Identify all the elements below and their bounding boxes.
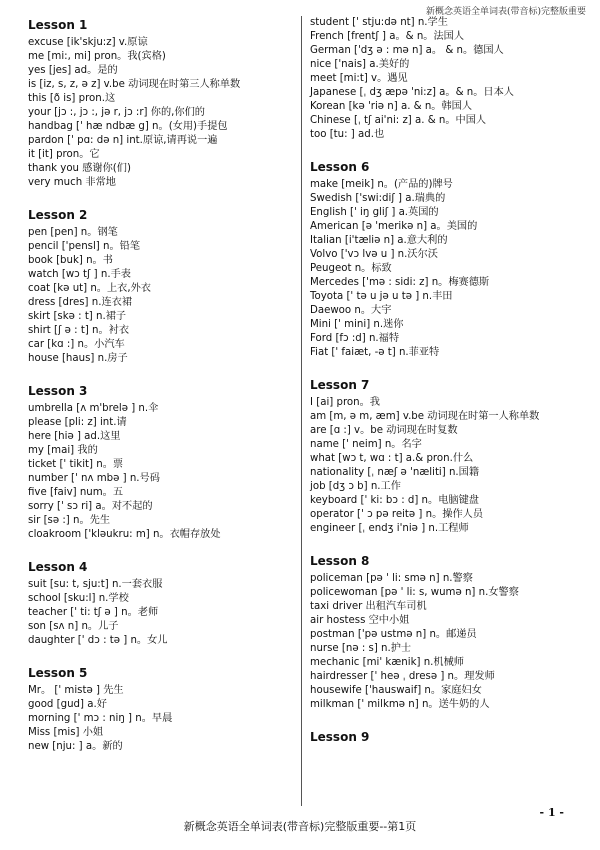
vocab-entry: excuse [ik'skju:z] v.原谅: [28, 37, 148, 48]
vocab-entry: Korean [kə 'riə n] a. & n。韩国人: [310, 101, 473, 112]
lesson-title: Lesson 6: [310, 160, 370, 174]
page-header: 新概念英语全单词表(带音标)完整版重要: [425, 7, 586, 17]
lesson-section: [28, 208, 304, 366]
vocab-entry: it [it] pron。它: [28, 149, 100, 160]
vocab-entry: nice ['nais] a.美好的: [310, 59, 410, 70]
lesson-section: [310, 554, 586, 712]
lesson-title: Lesson 3: [28, 384, 88, 398]
lesson-section: [310, 160, 586, 360]
vocab-entry: thank you 感谢你(们): [28, 163, 131, 174]
vocab-entry: shirt [ʃ ə : t] n。衬衣: [28, 325, 130, 336]
vocab-entry: umbrella [ʌ m'brelə ] n.伞: [28, 403, 159, 414]
vocab-entry: too [tu: ] ad.也: [310, 129, 385, 140]
vocab-entry: Chinese [ˌ tʃ ai'ni: z] a. & n。中国人: [310, 115, 487, 126]
vocab-entry: American [ə 'merikə n] a。美国的: [310, 221, 478, 232]
lesson-section: [28, 18, 304, 190]
page-footer: 新概念英语全单词表(带音标)完整版重要--第1页: [183, 820, 417, 833]
vocab-entry: very much 非常地: [28, 177, 116, 188]
vocab-entry: me [mi:, mi] pron。我(宾格): [28, 51, 166, 62]
vocab-entry: mechanic [mi' kænik] n.机械师: [310, 657, 464, 668]
column-divider: [301, 16, 302, 806]
vocab-entry: policewoman [pə ' li: s, wumə n] n.女警察: [310, 587, 519, 598]
vocab-entry: here [hiə ] ad.这里: [28, 431, 121, 442]
vocab-entry: keyboard [' ki: bɔ : d] n。电脑键盘: [310, 495, 479, 506]
vocab-entry: pen [pen] n。钢笔: [28, 227, 118, 238]
lesson-section: [28, 560, 304, 648]
vocab-entry: your [jɔ :, jɔ :, jə r, jɔ :r] 你的,你们的: [28, 107, 205, 118]
vocab-entry: car [kɑ :] n。小汽车: [28, 339, 125, 350]
vocab-entry: meet [mi:t] v。遇见: [310, 73, 408, 84]
vocab-entry: Mercedes ['mə : sidi: z] n。梅赛德斯: [310, 277, 490, 288]
vocab-entry: is [iz, s, z, ə z] v.be 动词现在时第三人称单数: [28, 79, 241, 90]
page-number: - 1 -: [539, 806, 564, 819]
vocab-entry: taxi driver 出租汽车司机: [310, 601, 427, 612]
lesson-section: [310, 16, 586, 142]
vocab-entry: yes [jes] ad。是的: [28, 65, 118, 76]
vocab-entry: Italian [i'tæliə n] a.意大利的: [310, 235, 448, 246]
right-column: [310, 16, 586, 763]
lesson-title: Lesson 9: [310, 730, 370, 744]
vocab-entry: book [buk] n。书: [28, 255, 113, 266]
vocab-entry: good [gud] a.好: [28, 699, 107, 710]
vocab-entry: air hostess 空中小姐: [310, 615, 410, 626]
lesson-title: Lesson 2: [28, 208, 88, 222]
vocab-entry: this [ð is] pron.这: [28, 93, 116, 104]
vocab-entry: are [ɑ :] v。be 动词现在时复数: [310, 425, 458, 436]
lesson-section: [310, 730, 586, 745]
vocab-entry: new [nju: ] a。新的: [28, 741, 123, 752]
lesson-title: Lesson 1: [28, 18, 88, 32]
vocab-entry: Volvo ['vɔ lvə u ] n.沃尔沃: [310, 249, 438, 260]
vocab-entry: Swedish ['swi:diʃ ] a.瑞典的: [310, 193, 446, 204]
vocab-entry: postman ['pə ustmə n] n。邮递员: [310, 629, 477, 640]
vocab-entry: cloakroom ['kləukru: m] n。衣帽存放处: [28, 529, 221, 540]
vocab-entry: nurse [nə : s] n.护士: [310, 643, 412, 654]
vocab-entry: job [dʒ ɔ b] n.工作: [310, 481, 401, 492]
vocab-entry: coat [kə ut] n。上衣,外衣: [28, 283, 151, 294]
vocab-entry: I [ai] pron。我: [310, 397, 380, 408]
vocab-entry: school [sku:l] n.学校: [28, 593, 129, 604]
vocab-entry: five [faiv] num。五: [28, 487, 124, 498]
vocab-entry: hairdresser [' heə ˌ dresə ] n。理发师: [310, 671, 495, 682]
vocab-entry: number [' nʌ mbə ] n.号码: [28, 473, 160, 484]
vocab-entry: milkman [' milkmə n] n。送牛奶的人: [310, 699, 490, 710]
vocab-entry: Toyota [' tə u jə u tə ] n.丰田: [310, 291, 453, 302]
vocab-entry: house [haus] n.房子: [28, 353, 128, 364]
lesson-title: Lesson 8: [310, 554, 370, 568]
vocab-entry: nationality [ˌ næʃ ə 'næliti] n.国籍: [310, 467, 480, 478]
vocab-entry: handbag [' hæ ndbæ g] n。(女用)手提包: [28, 121, 228, 132]
vocab-entry: am [m, ə m, æm] v.be 动词现在时第一人称单数: [310, 411, 540, 422]
vocab-entry: watch [wɔ tʃ ] n.手表: [28, 269, 131, 280]
vocab-entry: English [' iŋ gliʃ ] a.英国的: [310, 207, 439, 218]
vocab-entry: Japanese [ˌ dʒ æpə 'ni:z] a。& n。日本人: [310, 87, 514, 98]
vocab-entry: Peugeot n。标致: [310, 263, 392, 274]
vocab-entry: Ford [fɔ :d] n.福特: [310, 333, 400, 344]
left-column: [28, 16, 304, 772]
vocab-entry: morning [' mɔ : niŋ ] n。早晨: [28, 713, 173, 724]
vocab-entry: ticket [' tikit] n。票: [28, 459, 124, 470]
lesson-title: Lesson 7: [310, 378, 370, 392]
vocab-entry: Mini [' mini] n.迷你: [310, 319, 404, 330]
vocab-entry: dress [dres] n.连衣裙: [28, 297, 133, 308]
vocab-entry: Fiat [' faiæt, -ə t] n.菲亚特: [310, 347, 440, 358]
vocab-entry: engineer [ˌ endʒ i'niə ] n.工程师: [310, 523, 469, 534]
vocab-entry: sir [sə :] n。先生: [28, 515, 111, 526]
vocab-entry: pencil ['pensl] n。铅笔: [28, 241, 141, 252]
vocab-entry: German ['dʒ ə : mə n] a。 & n。德国人: [310, 45, 504, 56]
vocab-entry: student [' stju:də nt] n.学生: [310, 17, 448, 28]
vocab-entry: skirt [skə : t] n.裙子: [28, 311, 127, 322]
lesson-section: [28, 666, 304, 754]
vocab-entry: daughter [' dɔ : tə ] n。女儿: [28, 635, 168, 646]
vocab-entry: Mr。 [' mistə ] 先生: [28, 685, 124, 696]
vocab-entry: please [pli: z] int.请: [28, 417, 127, 428]
vocab-entry: suit [su: t, sju:t] n.一套衣服: [28, 579, 163, 590]
vocab-entry: operator [' ɔ pə reitə ] n。操作人员: [310, 509, 484, 520]
vocab-entry: policeman [pə ' li: smə n] n.警察: [310, 573, 473, 584]
vocab-entry: Daewoo n。大宇: [310, 305, 392, 316]
vocab-entry: French [frentʃ ] a。& n。法国人: [310, 31, 465, 42]
lesson-title: Lesson 5: [28, 666, 88, 680]
vocab-entry: make [meik] n。(产品的)牌号: [310, 179, 453, 190]
lesson-title: Lesson 4: [28, 560, 88, 574]
lesson-section: [28, 384, 304, 542]
lesson-section: [310, 378, 586, 536]
vocab-entry: my [mai] 我的: [28, 445, 98, 456]
vocab-entry: name [' neim] n。名字: [310, 439, 422, 450]
vocab-entry: pardon [' pɑ: də n] int.原谅,请再说一遍: [28, 135, 218, 146]
vocab-entry: teacher [' ti: tʃ ə ] n。老师: [28, 607, 159, 618]
vocab-entry: Miss [mis] 小姐: [28, 727, 104, 738]
vocab-entry: son [sʌ n] n。儿子: [28, 621, 119, 632]
vocab-entry: sorry [' sɔ ri] a。对不起的: [28, 501, 153, 512]
vocab-entry: what [wɔ t, wɑ : t] a.& pron.什么: [310, 453, 474, 464]
vocab-entry: housewife ['hauswaif] n。家庭妇女: [310, 685, 482, 696]
